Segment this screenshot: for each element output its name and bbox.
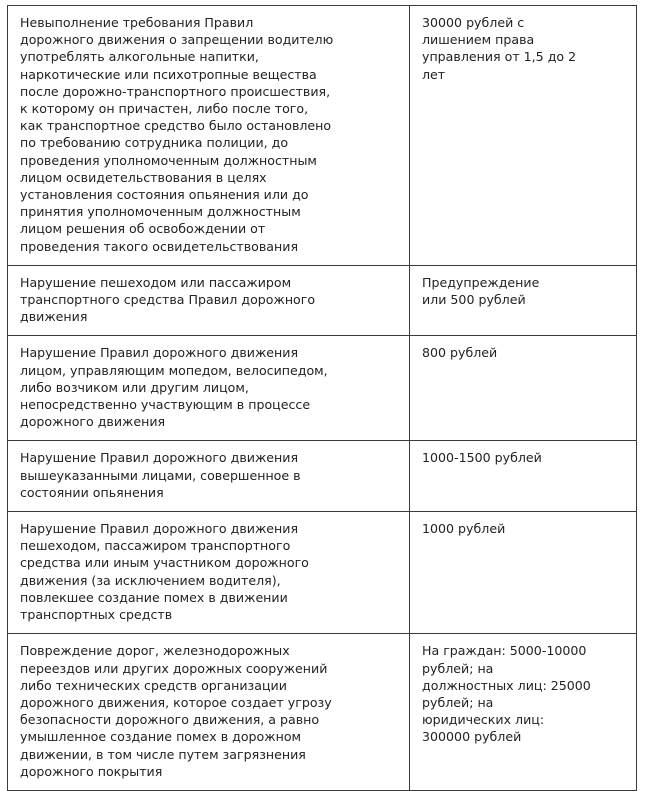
column-divider xyxy=(409,764,410,774)
table-row xyxy=(7,6,637,266)
violation-cell: Повреждение дорог, железнодорожных переездов или других дорожных сооружений либо технических средств организации дорожного движения, которое создает угрозу безопасности дорожного движения, а равно умышленное создание помех в дорожном движении, в том числе путем загрязнения дорожного покрытия xyxy=(8,634,410,790)
table-row xyxy=(7,336,637,441)
penalties-table xyxy=(7,5,637,791)
table-continuation xyxy=(7,764,637,774)
penalty-cell: 800 рублей xyxy=(422,345,498,361)
table-row xyxy=(7,512,637,634)
violation-cell: Невыполнение требования Правил дорожного движения о запрещении водителю употреблять алкогольные напитки, наркотические или психотропные вещества после дорожно-транспортного происшествия, к которому он причастен, либо после того, как транспортное средство было остановлено по требованию сотрудника полиции, до проведения уполномоченным должностным лицом освидетельствования в целях установления состояния опьянения или до принятия уполномоченным должностным лицом решения об освобождении от проведения такого освидетельствования xyxy=(8,6,410,265)
penalty-cell: 30000 рублей с лишением права управления от 1,5 до 2 лет xyxy=(422,15,577,82)
violation-cell: Нарушение Правил дорожного движения пешеходом, пассажиром транспортного средства или иным участником дорожного движения (за исключением водителя), повлекшее создание помех в движении транспортных средств xyxy=(8,512,410,633)
table-row xyxy=(7,266,637,337)
violation-cell: Нарушение Правил дорожного движения вышеуказанными лицами, совершенное в состоянии опьянения xyxy=(8,441,410,511)
penalty-cell: 1000-1500 рублей xyxy=(422,450,542,466)
violation-cell: Нарушение Правил дорожного движения лицом, управляющим мопедом, велосипедом, либо возчиком или другим лицом, непосредственно участвующим в процессе дорожного движения xyxy=(8,336,410,440)
table-row xyxy=(7,441,637,512)
penalty-cell: На граждан: 5000-10000 рублей; на должностных лиц: 25000 рублей; на юридических лиц: 300000 рублей xyxy=(422,643,591,745)
violation-cell: Нарушение пешеходом или пассажиром транспортного средства Правил дорожного движения xyxy=(8,266,410,336)
penalty-cell: 1000 рублей xyxy=(422,521,506,537)
penalty-cell: Предупреждение или 500 рублей xyxy=(422,274,540,308)
